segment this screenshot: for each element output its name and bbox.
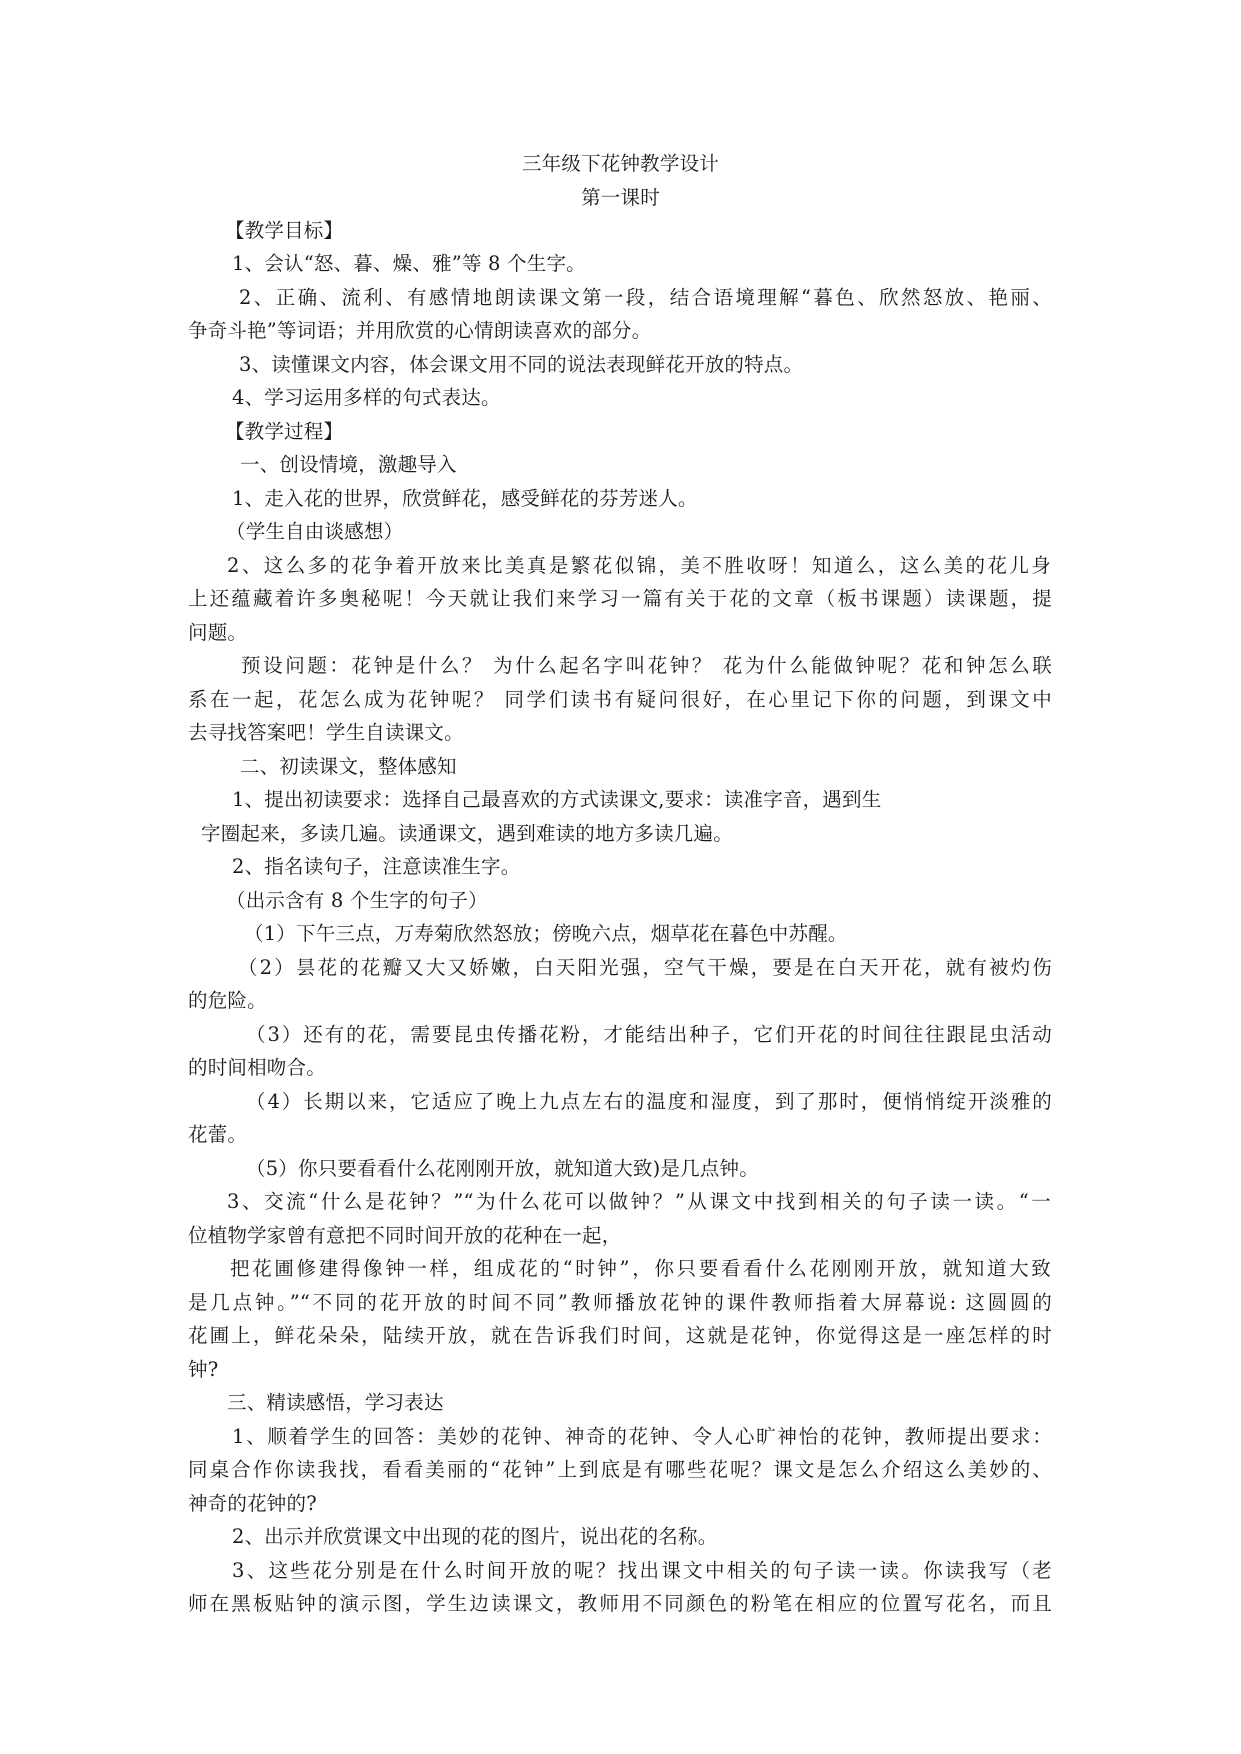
text-line: 1、会认“怒、暮、燥、雅”等 8 个生字。 (232, 252, 586, 275)
text-line: 问题。 (188, 621, 248, 644)
text-line: 系在一起，花怎么成为花钟呢？ 同学们读书有疑问很好，在心里记下你的问题，到课文中 (188, 688, 1052, 711)
subsection-heading: 三、精读感悟，学习表达 (227, 1391, 444, 1414)
text-line: 3、交流“什么是花钟？”“为什么花可以做钟？”从课文中找到相关的句子读一读。“一 (227, 1190, 1051, 1213)
text-line: 2、出示并欣赏课文中出现的花的图片，说出花的名称。 (232, 1525, 718, 1548)
text-line: 是几点钟。”“不同的花开放的时间不同”教师播放花钟的课件教师指着大屏幕说: 这圆圆的 (188, 1291, 1052, 1314)
example-sentence: （3）还有的花，需要昆虫传播花粉，才能结出种子，它们开花的时间往往跟昆虫活动 (246, 1023, 1052, 1046)
text-line: 2、指名读句子，注意读准生字。 (232, 855, 521, 878)
text-line: （学生自由谈感想） (226, 520, 404, 543)
example-sentence: （5）你只要看看什么花刚刚开放，就知道大致)是几点钟。 (246, 1157, 759, 1180)
text-line: 2、这么多的花争着开放来比美真是繁花似锦，美不胜收呀！知道么，这么美的花儿身 (227, 554, 1051, 577)
text-line: 师在黑板贴钟的演示图，学生边读课文，教师用不同颜色的粉笔在相应的位置写花名，而且 (188, 1592, 1052, 1615)
text-line: 争奇斗艳”等词语；并用欣赏的心情朗读喜欢的部分。 (188, 319, 652, 342)
text-line: 花圃上，鲜花朵朵，陆续开放，就在告诉我们时间，这就是花钟，你觉得这是一座怎样的时 (188, 1324, 1052, 1347)
text-line: （出示含有 8 个生字的句子） (226, 889, 488, 912)
text-line: 去寻找答案吧！学生自读课文。 (188, 721, 464, 744)
text-line: 3、读懂课文内容，体会课文用不同的说法表现鲜花开放的特点。 (239, 353, 804, 376)
text-line: 神奇的花钟的? (188, 1492, 317, 1515)
document-subtitle: 第一课时 (581, 186, 660, 209)
text-line: 字圈起来，多读几遍。读通课文，遇到难读的地方多读几遍。 (201, 822, 733, 845)
text-line: 3、这些花分别是在什么时间开放的呢？找出课文中相关的句子读一读。你读我写（老 (232, 1559, 1052, 1582)
subsection-heading: 二、初读课文，整体感知 (240, 755, 457, 778)
text-line: 2、正确、流利、有感情地朗读课文第一段，结合语境理解“暮色、欣然怒放、艳丽、 (239, 286, 1052, 309)
text-line: 位植物学家曾有意把不同时间开放的花种在一起， (188, 1224, 622, 1247)
text-line: 4、学习运用多样的句式表达。 (232, 386, 501, 409)
subsection-heading: 一、创设情境，激趣导入 (240, 453, 457, 476)
text-line: 的危险。 (188, 989, 267, 1012)
text-line: 1、顺着学生的回答：美妙的花钟、神奇的花钟、令人心旷神怡的花钟，教师提出要求： (232, 1425, 1052, 1448)
text-line: 预设问题：花钟是什么？ 为什么起名字叫花钟？ 花为什么能做钟呢？花和钟怎么联 (241, 654, 1052, 677)
example-sentence: （4）长期以来，它适应了晚上九点左右的温度和湿度，到了那时，便悄悄绽开淡雅的 (246, 1090, 1052, 1113)
example-sentence: （2）昙花的花瓣又大又娇嫩，白天阳光强，空气干燥，要是在白天开花，就有被灼伤 (238, 956, 1052, 979)
text-line: 钟? (188, 1358, 219, 1381)
section-heading: 【教学目标】 (225, 219, 344, 242)
text-line: 1、走入花的世界，欣赏鲜花，感受鲜花的芬芳迷人。 (232, 487, 698, 510)
text-line: 把花圃修建得像钟一样，组成花的“时钟”，你只要看看什么花刚刚开放，就知道大致 (230, 1257, 1051, 1280)
text-line: 1、提出初读要求：选择自己最喜欢的方式读课文,要求：读准字音，遇到生 (232, 788, 882, 811)
example-sentence: （1）下午三点，万寿菊欣然怒放；傍晚六点，烟草花在暮色中苏醒。 (244, 922, 848, 945)
text-line: 同桌合作你读我找，看看美丽的“花钟”上到底是有哪些花呢？课文是怎么介绍这么美妙的、 (188, 1458, 1052, 1481)
section-heading: 【教学过程】 (225, 420, 344, 443)
document-title: 三年级下花钟教学设计 (521, 152, 719, 175)
text-line: 花蕾。 (188, 1123, 248, 1146)
text-line: 上还蕴藏着许多奥秘呢！今天就让我们来学习一篇有关于花的文章（板书课题）读课题，提 (188, 587, 1052, 610)
text-line: 的时间相吻合。 (188, 1056, 326, 1079)
